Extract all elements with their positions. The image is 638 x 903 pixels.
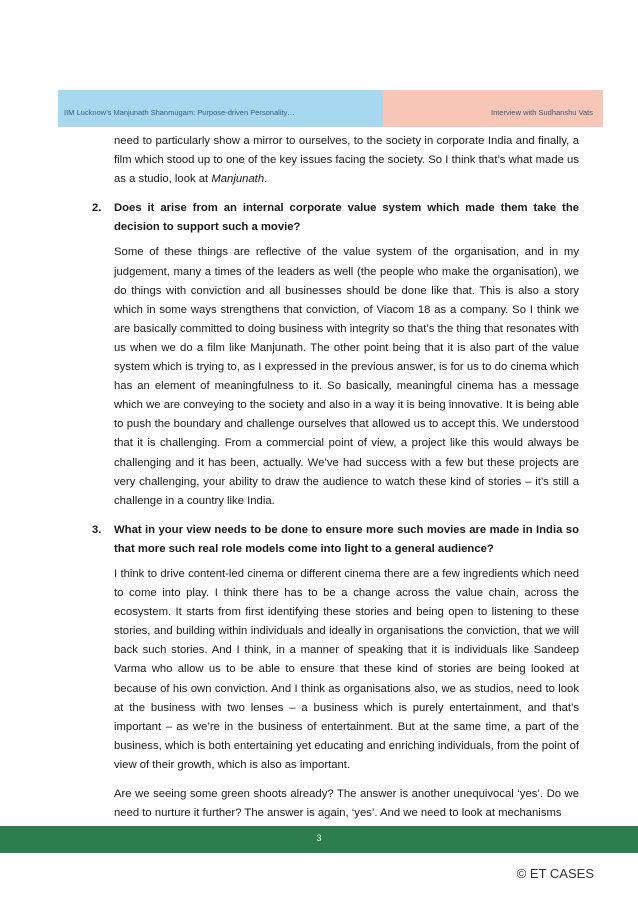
intro-text-a: need to particularly show a mirror to ourselves, to the society in corporate India and finally, a film which stood up to one of the key issues facing the society. So I think that’s what made us as a studio, look at [114, 135, 579, 186]
header-section-title: Interview with Sudhanshu Vats [490, 108, 593, 117]
intro-text-italic: Manjunath [211, 173, 265, 186]
header-right-panel [383, 90, 603, 127]
answer-3-paragraph-2: Are we seeing some green shoots already? The answer is another unequivocal ‘yes’. Do we need to nurture it further? The answer is again, ‘yes’. And we need to look at mechanisms [114, 788, 579, 820]
brand-mark: © ET CASES [516, 866, 594, 881]
page-body [0, 132, 638, 823]
intro-paragraph [0, 132, 638, 189]
question-3 [0, 521, 638, 559]
header-document-title: IIM Lucknow’s Manjunath Shanmugam: Purpose-driven Personality… [64, 108, 295, 117]
question-2-number: 2. [92, 202, 102, 215]
page-footer-band [0, 826, 638, 853]
question-2-text: Does it arise from an internal corporate value system which made them take the decision to support such a movie? [114, 202, 579, 234]
answer-3-paragraph: I think to drive content-led cinema or different cinema there are a few ingredients which need to come into play. I think there has to be a change across the value chain, across the ecosystem. It starts from first identifying these stories and being open to listening to these stories, and building within individuals and ideally in organisations the conviction, that we will back such stories. And I think, in a manner of speaking that it is individuals like Sandeep Varma who allow us to be able to ensure that these kind of stories are being looked at because of his own conviction. And I think as organisations also, we as studios, need to look at the business with two lenses – a business which is purely entertainment, and that’s important – as we’re in the business of entertainment. But at the same time, a part of the business, which is both entertaining yet educating and enriching individuals, from the point of view of their growth, which is also as important. [114, 567, 579, 771]
header-left-panel [58, 90, 383, 127]
question-3-text: What in your view needs to be done to ensure more such movies are made in India so that more such real role models come into light to a general audience? [114, 523, 579, 555]
question-3-number: 3. [92, 523, 102, 536]
question-2 [0, 199, 638, 237]
running-header [58, 90, 603, 127]
answer-2-paragraph: Some of these things are reflective of the value system of the organisation, and in my judgement, many a times of the leaders as well (the people who make the organisation), we do things with conviction and all businesses should be done like that. This is also a story which in some ways strengthens that conviction, of Viacom 18 as a company. So I think we are basically committed to doing business with integrity so that’s the thing that resonates with us when we do a film like Manjunath. The other point being that it is also part of the value system which is trying to, as I expressed in the previous answer, is for us to do cinema which has an element of meaningfulness to it. So basically, meaningful cinema has a message which we are conveying to the society and also in a way it is being innovative. It is being able to push the boundary and challenge ourselves that allowed us to accept this. We understood that it is challenging. From a commercial point of view, a project like this would always be challenging and it has been, actually. We’ve had success with a few but these projects are very challenging, your ability to draw the audience to watch these kind of stories – it’s still a challenge in a country like India. [114, 246, 579, 507]
intro-text-b: . [264, 173, 268, 186]
page-number: 3 [316, 833, 322, 843]
